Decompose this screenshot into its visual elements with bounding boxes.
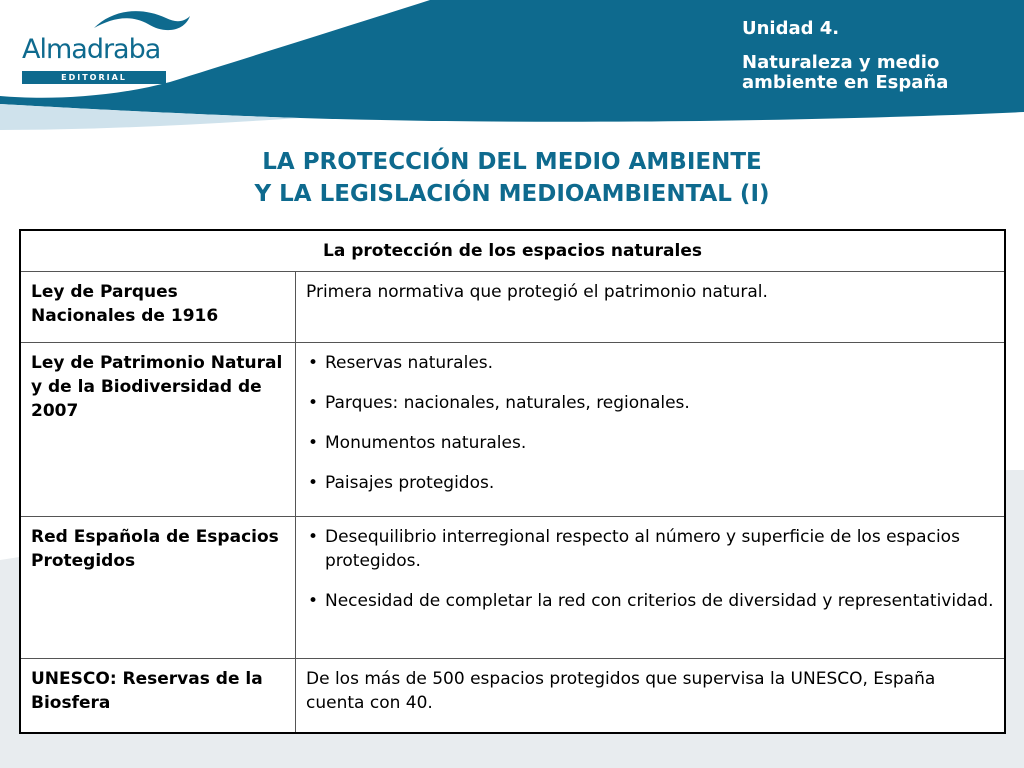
row-content [296, 343, 1006, 517]
list-item: • Parques: nacionales, naturales, regionales. [306, 391, 994, 415]
logo-subtitle: EDITORIAL [22, 71, 166, 84]
logo-wordmark: Almadraba [22, 34, 161, 65]
row-label: Ley de Patrimonio Natural y de la Biodiversidad de 2007 [20, 343, 296, 517]
table-header: La protección de los espacios naturales [20, 230, 1005, 272]
row-text: Primera normativa que protegió el patrimonio natural. [296, 272, 1006, 343]
unit-subtitle: Naturaleza y medio ambiente en España [742, 52, 949, 93]
table-row [20, 659, 1005, 733]
unit-label: Unidad 4. [742, 18, 840, 39]
row-label: Red Española de Espacios Protegidos [20, 517, 296, 659]
bullet-list [306, 351, 994, 495]
almadraba-logo [22, 8, 168, 80]
table-header-row [20, 230, 1005, 272]
row-label: Ley de Parques Nacionales de 1916 [20, 272, 296, 343]
table-row [20, 343, 1005, 517]
unit-header [742, 18, 1012, 93]
list-item: • Paisajes protegidos. [306, 471, 994, 495]
row-text: De los más de 500 espacios protegidos que supervisa la UNESCO, España cuenta con 40. [296, 659, 1006, 733]
list-item: • Reservas naturales. [306, 351, 994, 375]
title-line-1: LA PROTECCIÓN DEL MEDIO AMBIENTE [262, 149, 762, 175]
title-line-2: Y LA LEGISLACIÓN MEDIOAMBIENTAL (I) [254, 181, 770, 207]
page-title [0, 146, 1024, 210]
list-item: • Necesidad de completar la red con criterios de diversidad y representatividad. [306, 589, 994, 613]
table-row [20, 272, 1005, 343]
bullet-list [306, 525, 994, 613]
row-label: UNESCO: Reservas de la Biosfera [20, 659, 296, 733]
list-item: • Monumentos naturales. [306, 431, 994, 455]
list-item: • Desequilibrio interregional respecto al número y superficie de los espacios protegidos. [306, 525, 994, 573]
table-row [20, 517, 1005, 659]
row-content [296, 517, 1006, 659]
protection-table [19, 229, 1006, 734]
